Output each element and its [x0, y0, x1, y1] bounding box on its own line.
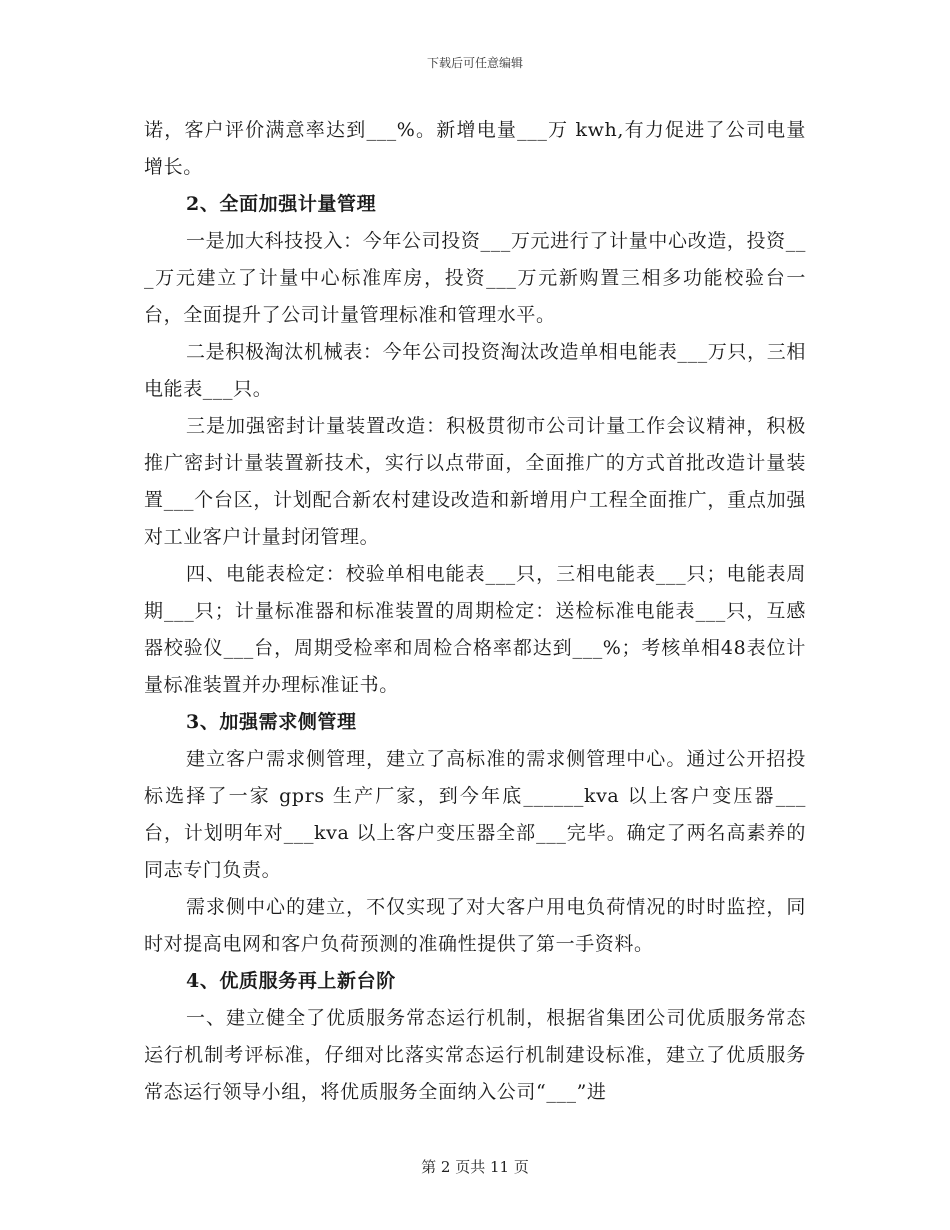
document-body: [144, 112, 806, 1111]
paragraph-tech-investment: 一是加大科技投入：今年公司投资___万元进行了计量中心改造，投资___万元建立了计量中心标准库房，投资___万元新购置三相多功能校验台一台，全面提升了公司计量管理标准和管理水平。: [144, 230, 806, 326]
paragraph-eliminate-meters: 二是积极淘汰机械表：今年公司投资淘汰改造单相电能表___万只，三相电能表___只。: [144, 341, 806, 400]
page-header: 下载后可任意编辑: [426, 56, 523, 70]
page-footer: 第 2 页共 11 页: [421, 1158, 529, 1176]
paragraph-demand-benefits: 需求侧中心的建立，不仅实现了对大客户用电负荷情况的时时监控，同时对提高电网和客户负荷预测的准确性提供了第一手资料。: [144, 896, 806, 955]
paragraph-meter-verification: 四、电能表检定：校验单相电能表___只，三相电能表___只；电能表周期___只；计量标准器和标准装置的周期检定：送检标准电能表___只，互感器校验仪___台，周期受检率和周检合格率都达到___%；考核单相48表位计量标准装置并办理标准证书。: [144, 563, 806, 696]
paragraph-continuation: 诺，客户评价满意率达到___%。新增电量___万 kwh,有力促进了公司电量增长。: [144, 119, 806, 178]
paragraph-sealed-metering: 三是加强密封计量装置改造：积极贯彻市公司计量工作会议精神，积极推广密封计量装置新技术，实行以点带面，全面推广的方式首批改造计量装置___个台区，计划配合新农村建设改造和新增用户工程全面推广，重点加强对工业客户计量封闭管理。: [144, 415, 806, 548]
paragraph-demand-center: 建立客户需求侧管理，建立了高标准的需求侧管理中心。通过公开招投标选择了一家 gprs 生产厂家，到今年底______kva 以上客户变压器___台，计划明年对___kva 以上客户变压器全部___完毕。确定了两名高素养的同志专门负责。: [144, 748, 806, 881]
paragraph-service-mechanism: 一、建立健全了优质服务常态运行机制，根据省集团公司优质服务常态运行机制考评标准，仔细对比落实常态运行机制建设标准，建立了优质服务常态运行领导小组，将优质服务全面纳入公司“___”进: [144, 1007, 806, 1103]
section-heading-metering: 2、全面加强计量管理: [186, 193, 377, 215]
section-heading-quality-service: 4、优质服务再上新台阶: [186, 970, 396, 992]
section-heading-demand-side: 3、加强需求侧管理: [186, 711, 357, 733]
